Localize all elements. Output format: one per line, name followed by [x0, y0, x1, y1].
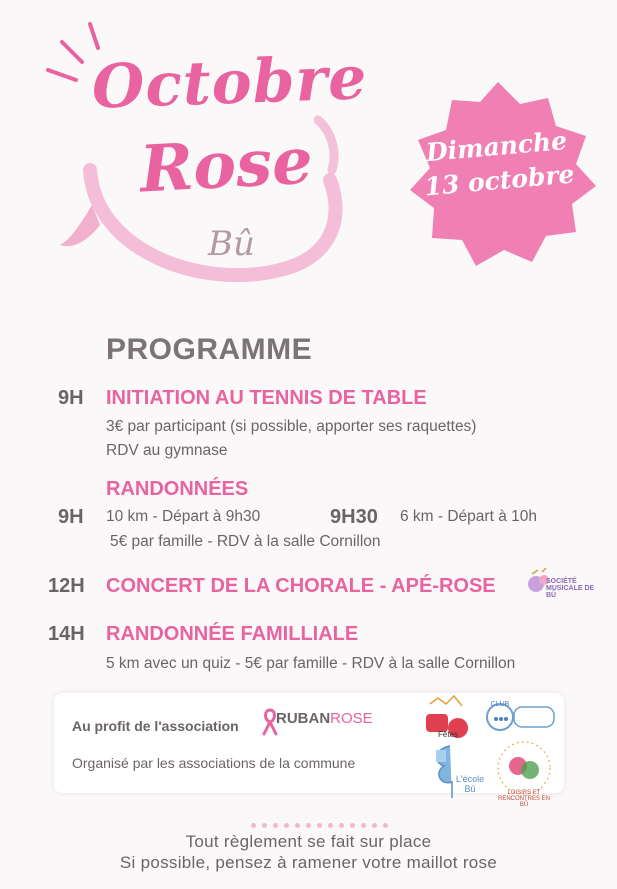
event-2-left-detail: 10 km - Départ à 9h30	[106, 508, 261, 525]
event-3-time: 12H	[48, 575, 85, 597]
town-name: Bû	[208, 224, 255, 264]
ruban-rose-logo: RUBANROSE	[276, 710, 373, 727]
event-1-time: 9H	[58, 387, 84, 409]
title-octobre: Octobre	[90, 43, 369, 123]
date-date: 13 octobre	[423, 159, 576, 202]
event-4-title: RANDONNÉE FAMILLIALE	[106, 623, 359, 645]
event-2-detail: 5€ par famille - RDV à la salle Cornillon	[110, 533, 381, 550]
event-1-detail: 3€ par participant (si possible, apporter ses raquettes)	[106, 418, 477, 435]
fetes-logo-text: Fêtes	[437, 730, 458, 739]
programme-heading: PROGRAMME	[106, 333, 313, 366]
loisirs-logo-text: LOISIRS ET RENCONTRES EN BÛ	[497, 790, 550, 808]
event-1-detail: RDV au gymnase	[106, 442, 228, 459]
event-2-right-detail: 6 km - Départ à 10h	[400, 508, 537, 525]
event-4-time: 14H	[48, 623, 85, 645]
organised-label: Organisé par les associations de la commune	[72, 755, 356, 771]
event-1-title: INITIATION AU TENNIS DE TABLE	[106, 387, 427, 409]
footer-line-2: Si possible, pensez à ramener votre maillot rose	[119, 853, 498, 872]
dot-divider	[248, 815, 391, 833]
ecole-logo-text: L'école Bû	[455, 774, 485, 794]
societe-musicale-text: SOCIÉTÉ MUSICALE DE BÛ	[546, 578, 595, 599]
event-2-title: RANDONNÉES	[106, 478, 249, 500]
event-3-title: CONCERT DE LA CHORALE - APÉ-ROSE	[106, 575, 496, 597]
loisirs-rencontres-logo	[494, 738, 554, 798]
event-2-time: 9H	[58, 506, 84, 528]
club-logo-text: CLUB	[490, 701, 510, 708]
footer-line-1: Tout règlement se fait sur place	[185, 832, 432, 851]
event-4-detail: 5 km avec un quiz - 5€ par famille - RDV à la salle Cornillon	[106, 655, 516, 672]
profit-label: Au profit de l'association	[72, 718, 239, 734]
event-2-time2: 9H30	[330, 506, 378, 528]
date-day: Dimanche	[424, 125, 569, 168]
title-rose: Rose	[138, 123, 315, 208]
